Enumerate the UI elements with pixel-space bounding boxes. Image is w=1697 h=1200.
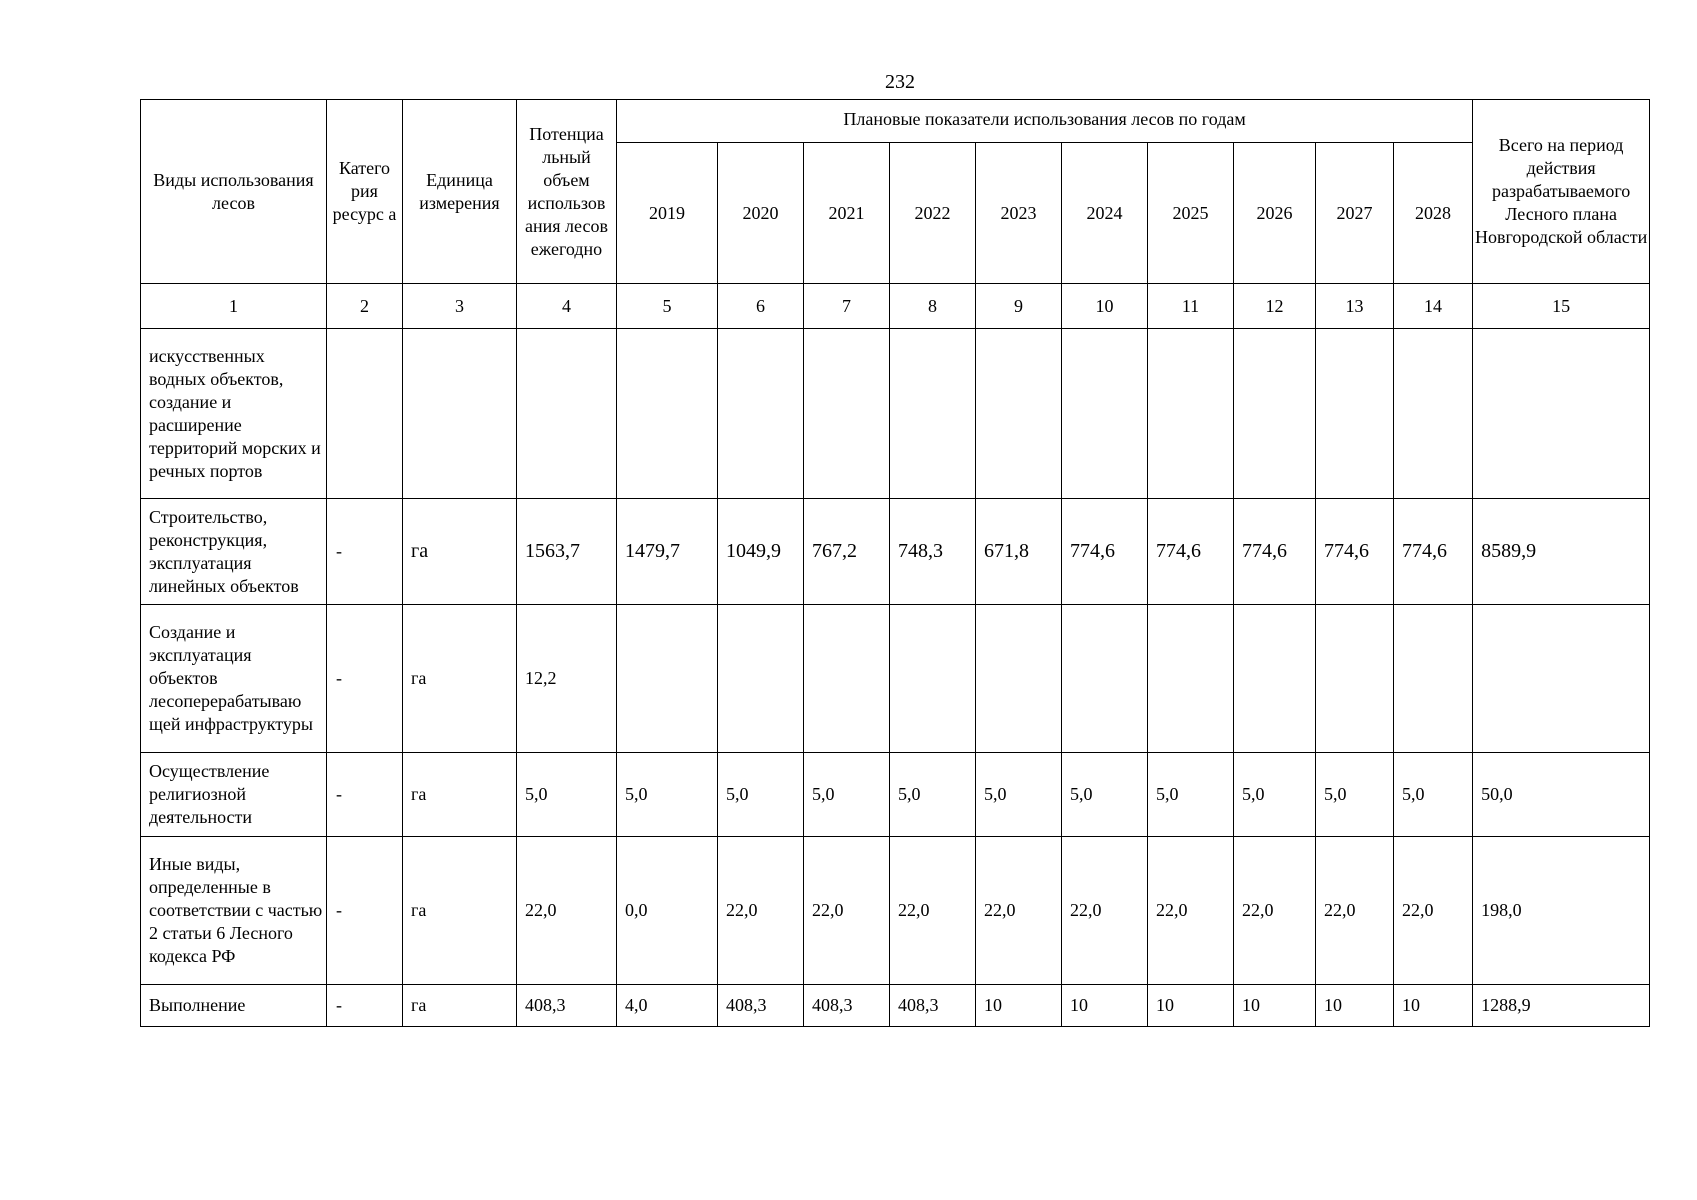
row-year-value: 5,0	[890, 753, 976, 837]
column-number: 6	[718, 284, 804, 329]
row-year-value	[1148, 605, 1234, 753]
row-year-value: 22,0	[890, 837, 976, 985]
row-year-value	[890, 605, 976, 753]
header-unit: Единица измерения	[403, 100, 517, 284]
row-label: Строительство, реконструкция, эксплуатация линейных объектов	[141, 499, 327, 605]
row-year-value: 22,0	[976, 837, 1062, 985]
row-year-value: 22,0	[1316, 837, 1394, 985]
row-year-value: 10	[1316, 985, 1394, 1027]
row-unit: га	[403, 753, 517, 837]
column-number-row	[141, 284, 1650, 329]
row-year-value	[1062, 329, 1148, 499]
row-year-value: 22,0	[1394, 837, 1473, 985]
forest-use-plan-table	[140, 99, 1650, 1027]
row-year-value: 10	[1394, 985, 1473, 1027]
row-label: Иные виды, определенные в соответствии с частью 2 статьи 6 Лесного кодекса РФ	[141, 837, 327, 985]
row-unit: га	[403, 605, 517, 753]
row-unit: га	[403, 985, 517, 1027]
row-year-value: 5,0	[1062, 753, 1148, 837]
header-year: 2028	[1394, 143, 1473, 284]
column-number: 13	[1316, 284, 1394, 329]
row-year-value: 22,0	[1148, 837, 1234, 985]
column-number: 11	[1148, 284, 1234, 329]
column-number: 8	[890, 284, 976, 329]
row-label: Создание и эксплуатация объектов лесоперерабатываю щей инфраструктуры	[141, 605, 327, 753]
row-year-value	[1394, 605, 1473, 753]
row-year-value: 774,6	[1316, 499, 1394, 605]
row-year-value: 774,6	[1148, 499, 1234, 605]
row-year-value	[976, 605, 1062, 753]
row-year-value	[1394, 329, 1473, 499]
row-year-value	[1234, 605, 1316, 753]
header-year: 2023	[976, 143, 1062, 284]
row-year-value: 748,3	[890, 499, 976, 605]
row-label: Выполнение	[141, 985, 327, 1027]
row-year-value: 5,0	[1234, 753, 1316, 837]
column-number: 5	[617, 284, 718, 329]
row-year-value: 408,3	[718, 985, 804, 1027]
row-category: -	[327, 837, 403, 985]
header-year: 2024	[1062, 143, 1148, 284]
header-plan-by-years: Плановые показатели использования лесов по годам	[617, 100, 1473, 143]
table-row	[141, 605, 1650, 753]
row-category	[327, 329, 403, 499]
column-number: 9	[976, 284, 1062, 329]
column-number: 10	[1062, 284, 1148, 329]
header-use-type: Виды использования лесов	[141, 100, 327, 284]
row-total: 50,0	[1473, 753, 1650, 837]
header-year: 2027	[1316, 143, 1394, 284]
column-number: 14	[1394, 284, 1473, 329]
row-year-value	[718, 605, 804, 753]
row-unit: га	[403, 499, 517, 605]
row-year-value: 408,3	[890, 985, 976, 1027]
row-year-value: 767,2	[804, 499, 890, 605]
row-year-value: 10	[1234, 985, 1316, 1027]
row-year-value	[617, 329, 718, 499]
row-year-value: 774,6	[1062, 499, 1148, 605]
row-potential: 22,0	[517, 837, 617, 985]
row-year-value: 10	[976, 985, 1062, 1027]
row-year-value: 408,3	[804, 985, 890, 1027]
table-row	[141, 753, 1650, 837]
row-category: -	[327, 985, 403, 1027]
header-year: 2020	[718, 143, 804, 284]
header-year: 2022	[890, 143, 976, 284]
column-number: 12	[1234, 284, 1316, 329]
row-year-value	[804, 605, 890, 753]
row-unit: га	[403, 837, 517, 985]
table-row	[141, 837, 1650, 985]
row-year-value	[976, 329, 1062, 499]
header-year: 2021	[804, 143, 890, 284]
row-total: 198,0	[1473, 837, 1650, 985]
row-year-value	[1316, 329, 1394, 499]
row-label: искусственных водных объектов, создание и расширение территорий морских и речных портов	[141, 329, 327, 499]
row-year-value: 774,6	[1234, 499, 1316, 605]
column-number: 4	[517, 284, 617, 329]
row-year-value: 5,0	[976, 753, 1062, 837]
row-total: 8589,9	[1473, 499, 1650, 605]
row-year-value: 774,6	[1394, 499, 1473, 605]
row-year-value	[1316, 605, 1394, 753]
row-unit	[403, 329, 517, 499]
row-label: Осуществление религиозной деятельности	[141, 753, 327, 837]
column-number: 15	[1473, 284, 1650, 329]
row-year-value: 22,0	[1062, 837, 1148, 985]
row-category: -	[327, 753, 403, 837]
row-potential: 1563,7	[517, 499, 617, 605]
header-total: Всего на период действия разрабатываемого Лесного плана Новгородской области	[1473, 100, 1650, 284]
row-year-value: 22,0	[804, 837, 890, 985]
row-year-value: 671,8	[976, 499, 1062, 605]
row-year-value	[617, 605, 718, 753]
header-row-top	[141, 100, 1650, 143]
column-number: 7	[804, 284, 890, 329]
row-year-value: 5,0	[804, 753, 890, 837]
row-year-value	[718, 329, 804, 499]
row-year-value: 5,0	[1148, 753, 1234, 837]
row-total	[1473, 605, 1650, 753]
header-potential-volume: Потенциа льный объем использов ания лесов ежегодно	[517, 100, 617, 284]
row-year-value	[804, 329, 890, 499]
row-year-value: 22,0	[718, 837, 804, 985]
row-year-value: 5,0	[1394, 753, 1473, 837]
row-potential	[517, 329, 617, 499]
table-row	[141, 329, 1650, 499]
column-number: 2	[327, 284, 403, 329]
header-resource-category: Катего рия ресурс а	[327, 100, 403, 284]
row-year-value	[1234, 329, 1316, 499]
row-year-value: 4,0	[617, 985, 718, 1027]
row-year-value: 0,0	[617, 837, 718, 985]
row-year-value: 10	[1148, 985, 1234, 1027]
row-year-value: 1049,9	[718, 499, 804, 605]
row-year-value	[1062, 605, 1148, 753]
header-year: 2026	[1234, 143, 1316, 284]
row-category: -	[327, 605, 403, 753]
row-total	[1473, 329, 1650, 499]
row-year-value: 5,0	[617, 753, 718, 837]
column-number: 1	[141, 284, 327, 329]
page-number: 232	[885, 71, 915, 93]
row-total: 1288,9	[1473, 985, 1650, 1027]
row-year-value	[890, 329, 976, 499]
table-row	[141, 985, 1650, 1027]
table-row	[141, 499, 1650, 605]
row-potential: 5,0	[517, 753, 617, 837]
row-potential: 12,2	[517, 605, 617, 753]
row-category: -	[327, 499, 403, 605]
header-year: 2025	[1148, 143, 1234, 284]
header-year: 2019	[617, 143, 718, 284]
row-year-value: 1479,7	[617, 499, 718, 605]
row-potential: 408,3	[517, 985, 617, 1027]
row-year-value: 10	[1062, 985, 1148, 1027]
row-year-value	[1148, 329, 1234, 499]
row-year-value: 22,0	[1234, 837, 1316, 985]
row-year-value: 5,0	[718, 753, 804, 837]
column-number: 3	[403, 284, 517, 329]
row-year-value: 5,0	[1316, 753, 1394, 837]
